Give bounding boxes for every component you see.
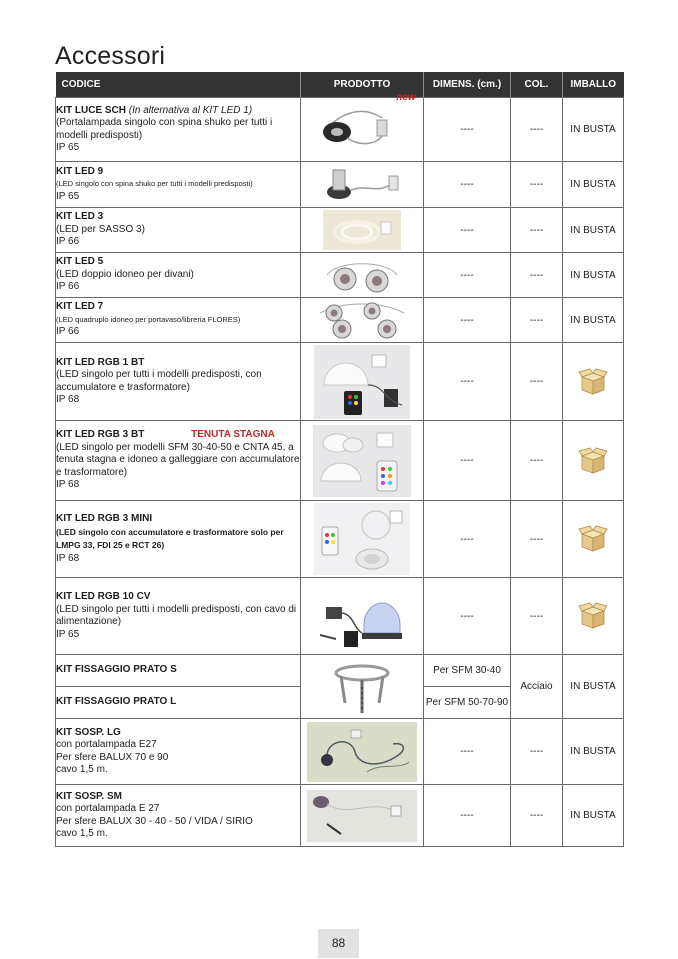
product-image-cell (301, 208, 424, 253)
dimens-cell: ---- (424, 98, 511, 162)
double-led-photo (317, 255, 407, 295)
product-name: KIT LED RGB 3 BT (56, 429, 145, 441)
codice-cell (56, 501, 301, 578)
table-row (56, 208, 624, 253)
table-row (56, 298, 624, 343)
product-line: con portalampada E 27 (56, 803, 160, 814)
product-ip: IP 65 (56, 190, 80, 202)
table-row (56, 655, 624, 687)
col-cell: Acciaio (511, 655, 563, 719)
product-ip: IP 66 (56, 236, 80, 248)
dimens-cell: ---- (424, 501, 511, 578)
table-row (56, 253, 624, 298)
col-cell: ---- (511, 578, 563, 655)
table-row (56, 98, 624, 162)
product-note: (In alternativa al KIT LED 1) (128, 104, 253, 116)
imballo-cell: IN BUSTA (563, 655, 624, 719)
dimens-cell: Per SFM 30-40 (424, 655, 511, 687)
product-image-cell (301, 501, 424, 578)
box-icon (578, 447, 608, 475)
product-name: KIT FISSAGGIO PRATO S (56, 664, 177, 676)
product-name: KIT LED 7 (56, 301, 104, 313)
col-cell: ---- (511, 719, 563, 785)
product-name: KIT LED RGB 3 MINI (56, 513, 153, 524)
table-row (56, 578, 624, 655)
header-dimens: DIMENS. (cm.) (424, 72, 511, 98)
codice-cell (56, 687, 301, 719)
product-name: KIT LUCE SCH (56, 104, 126, 116)
product-desc: (LED doppio idoneo per divani) (56, 268, 194, 280)
new-badge: new (396, 92, 416, 103)
product-line: Per sfere BALUX 30 - 40 - 50 / VIDA / SIRIO (56, 815, 253, 827)
tenuta-stagna-tag: TENUTA STAGNA (191, 429, 275, 441)
accessories-table (55, 72, 624, 847)
product-ip: IP 65 (56, 628, 80, 640)
imballo-cell: IN BUSTA (563, 298, 624, 343)
imballo-cell (563, 501, 624, 578)
col-cell: ---- (511, 253, 563, 298)
product-name: KIT LED 5 (56, 256, 104, 268)
product-name: KIT SOSP. LG (56, 726, 121, 738)
product-name: KIT FISSAGGIO PRATO L (56, 696, 177, 708)
header-imballo: IMBALLO (563, 72, 624, 98)
imballo-cell: IN BUSTA (563, 719, 624, 785)
product-ip: IP 66 (56, 326, 80, 338)
quad-led-photo (312, 299, 412, 341)
imballo-cell (563, 343, 624, 421)
imballo-cell: IN BUSTA (563, 208, 624, 253)
dimens-cell: ---- (424, 578, 511, 655)
dimens-cell: ---- (424, 298, 511, 343)
col-cell: ---- (511, 421, 563, 501)
product-image-cell (301, 298, 424, 343)
product-ip: IP 68 (56, 394, 80, 405)
product-line: cavo 1,5 m. (56, 828, 108, 839)
imballo-cell (563, 421, 624, 501)
product-desc: (LED singolo con spina shuko per tutti i modelli predisposti) (56, 179, 253, 189)
imballo-cell (563, 578, 624, 655)
product-line: Per sfere BALUX 70 e 90 (56, 751, 169, 763)
table-row (56, 785, 624, 847)
box-icon (578, 525, 608, 553)
dimens-cell: ---- (424, 421, 511, 501)
product-desc: (LED singolo per modelli SFM 30-40-50 e CNTA 45, a tenuta stagna e idoneo a galleggiare con accumulatore e trasformatore) (56, 441, 300, 478)
product-ip: IP 68 (56, 479, 80, 491)
header-prodotto: PRODOTTO (301, 72, 424, 98)
imballo-cell: IN BUSTA (563, 253, 624, 298)
product-desc: (LED singolo con accumulatore e trasformatore solo per LMPG 33, FDI 25 e RCT 26) (56, 526, 284, 550)
product-image-cell (301, 785, 424, 847)
imballo-cell: IN BUSTA (563, 98, 624, 162)
col-cell: ---- (511, 162, 563, 208)
table-row (56, 343, 624, 421)
product-image-cell (301, 578, 424, 655)
product-desc: (LED per SASSO 3) (56, 223, 145, 235)
product-desc: (LED singolo per tutti i modelli predisposti, con accumulatore e trasformatore) (56, 369, 262, 393)
header-col: COL. (511, 72, 563, 98)
codice-cell (56, 253, 301, 298)
col-cell: ---- (511, 298, 563, 343)
product-name: KIT LED 9 (56, 165, 104, 177)
dimens-cell: ---- (424, 253, 511, 298)
product-image-cell (301, 421, 424, 501)
imballo-cell: IN BUSTA (563, 162, 624, 208)
led-plug-photo (307, 164, 417, 206)
box-icon (578, 602, 608, 630)
table-row (56, 162, 624, 208)
product-name: KIT LED RGB 10 CV (56, 591, 151, 602)
product-image-cell (301, 343, 424, 421)
product-line: cavo 1,5 m. (56, 764, 108, 775)
suspension-lg-photo (307, 722, 417, 782)
product-line: con portalampada E27 (56, 739, 157, 750)
page-number: 88 (318, 929, 359, 958)
dimens-cell: ---- (424, 162, 511, 208)
codice-cell (56, 208, 301, 253)
page-title: Accessori (55, 42, 166, 70)
codice-cell (56, 719, 301, 785)
product-image-cell (301, 162, 424, 208)
codice-cell (56, 785, 301, 847)
suspension-sm-photo (307, 790, 417, 842)
dimens-cell: ---- (424, 785, 511, 847)
col-cell: ---- (511, 785, 563, 847)
codice-cell (56, 343, 301, 421)
lamp-holder-photo (307, 98, 417, 150)
codice-cell (56, 421, 301, 501)
product-ip: IP 68 (56, 552, 80, 564)
product-image-cell (301, 655, 424, 719)
codice-cell (56, 655, 301, 687)
product-desc: (LED singolo per tutti i modelli predisposti, con cavo di alimentazione) (56, 603, 297, 627)
dimens-cell: ---- (424, 208, 511, 253)
col-cell: ---- (511, 98, 563, 162)
table-header-row (56, 72, 624, 98)
product-desc: (LED quadruplo idoneo per portavaso/libreria FLORES) (56, 314, 241, 324)
header-codice: CODICE (56, 72, 301, 98)
box-icon (578, 368, 608, 396)
col-cell: ---- (511, 343, 563, 421)
table-row (56, 421, 624, 501)
codice-cell (56, 298, 301, 343)
table-row (56, 501, 624, 578)
product-name: KIT SOSP. SM (56, 790, 122, 802)
product-image-cell (301, 719, 424, 785)
product-ip: IP 65 (56, 142, 80, 153)
led-coil-photo (323, 210, 401, 250)
rgb-cv-photo (314, 581, 410, 651)
rgb-mini-photo (314, 503, 410, 575)
product-name: KIT LED 3 (56, 211, 104, 223)
product-image-cell (301, 92, 424, 162)
rgb-tenuta-photo (313, 425, 411, 497)
codice-cell (56, 98, 301, 162)
codice-cell (56, 162, 301, 208)
rgb-kit-photo (314, 345, 410, 419)
product-desc: (Portalampada singolo con spina shuko per tutti i modelli predisposti) (56, 117, 273, 141)
col-cell: ---- (511, 208, 563, 253)
table-row (56, 719, 624, 785)
codice-cell (56, 578, 301, 655)
ground-stake-photo (327, 659, 397, 715)
imballo-cell: IN BUSTA (563, 785, 624, 847)
product-image-cell (301, 253, 424, 298)
dimens-cell: ---- (424, 719, 511, 785)
col-cell: ---- (511, 501, 563, 578)
product-ip: IP 66 (56, 281, 80, 293)
dimens-cell: Per SFM 50-70-90 (424, 687, 511, 719)
dimens-cell: ---- (424, 343, 511, 421)
product-name: KIT LED RGB 1 BT (56, 356, 145, 368)
